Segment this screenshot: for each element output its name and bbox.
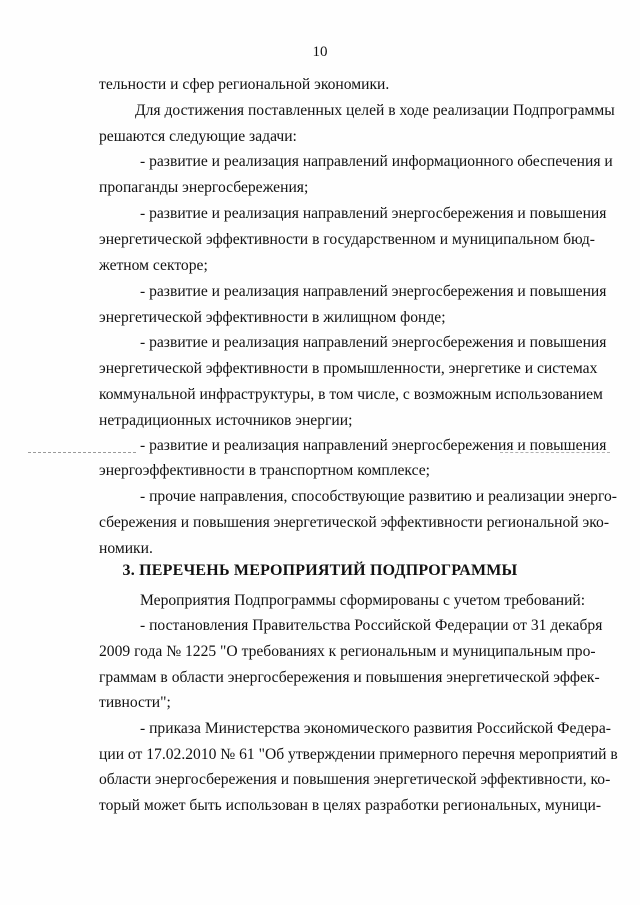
list-item-line: - развитие и реализация направлений энергосбережения и повышения	[140, 283, 607, 300]
list-item-line: - развитие и реализация направлений энергосбережения и повышения	[140, 437, 607, 454]
text-line: коммунальной инфраструктуры, в том числе, с возможным использованием	[99, 386, 603, 403]
text-line: нетрадиционных источников энергии;	[99, 412, 353, 429]
text-line: 2009 года № 1225 "О требованиях к региональным и муниципальным про-	[99, 643, 596, 660]
text-line: энергетической эффективности в жилищном фонде;	[99, 309, 446, 326]
text-line: граммам в области энергосбережения и повышения энергетической эффек-	[99, 669, 600, 686]
text-line: тивности";	[99, 694, 171, 711]
list-item-line: - развитие и реализация направлений информационного обеспечения и	[140, 153, 613, 170]
text-line: области энергосбережения и повышения энергетической эффективности, ко-	[99, 771, 611, 788]
text-line: сбережения и повышения энергетической эффективности региональной эко-	[99, 514, 610, 531]
list-item-line: - прочие направления, способствующие развитию и реализации энерго-	[140, 488, 617, 505]
list-item-line: - развитие и реализация направлений энергосбережения и повышения	[140, 205, 607, 222]
text-line: Для достижения поставленных целей в ходе реализации Подпрограммы	[135, 102, 615, 119]
text-line: ции от 17.02.2010 № 61 "Об утверждении примерного перечня мероприятий в	[99, 746, 618, 763]
section-heading: 3. ПЕРЕЧЕНЬ МЕРОПРИЯТИЙ ПОДПРОГРАММЫ	[122, 562, 518, 579]
text-line: тельности и сфер региональной экономики.	[99, 76, 390, 93]
list-item-line: - приказа Министерства экономического развития Российской Федера-	[140, 720, 611, 737]
list-item-line: - постановления Правительства Российской Федерации от 31 декабря	[140, 617, 603, 634]
text-line: энергетической эффективности в государственном и муниципальном бюд-	[99, 231, 595, 248]
scan-artifact-dash-left	[28, 452, 136, 453]
text-line: Мероприятия Подпрограммы сформированы с учетом требований:	[140, 592, 586, 609]
text-line: торый может быть использован в целях разработки региональных, муници-	[99, 797, 602, 814]
text-line: энергоэффективности в транспортном комплексе;	[99, 462, 430, 479]
text-line: жетном секторе;	[99, 257, 208, 274]
text-line: номики.	[99, 540, 153, 557]
text-line: решаются следующие задачи:	[99, 128, 297, 145]
text-line: пропаганды энергосбережения;	[99, 179, 309, 196]
list-item-line: - развитие и реализация направлений энергосбережения и повышения	[140, 334, 607, 351]
page-number: 10	[312, 44, 328, 60]
text-line: энергетической эффективности в промышленности, энергетике и системах	[99, 360, 598, 377]
